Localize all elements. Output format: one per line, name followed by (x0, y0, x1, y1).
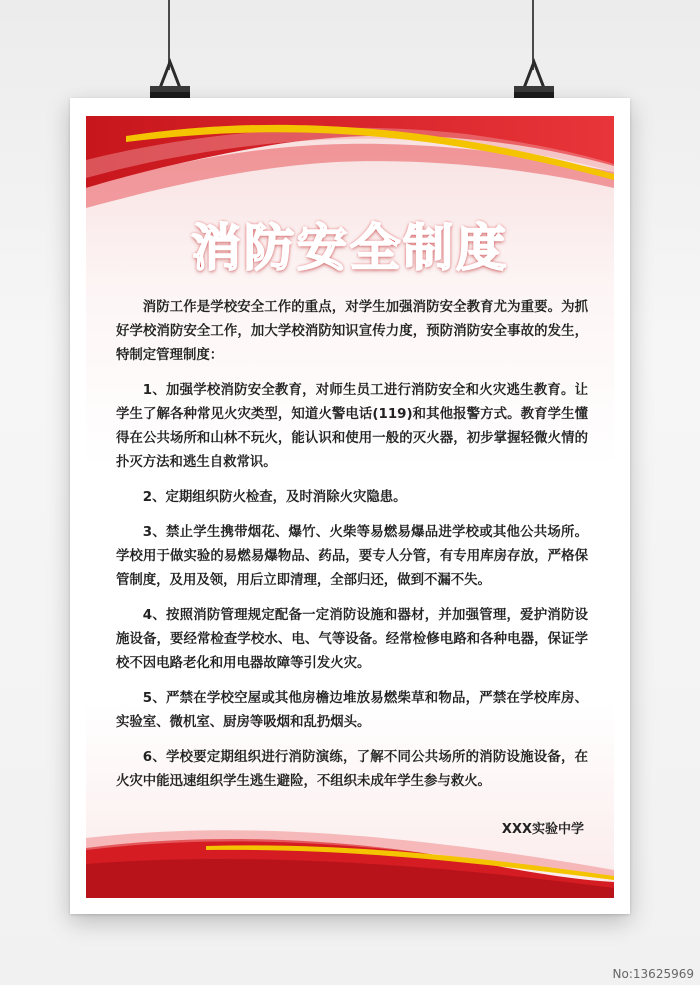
school-signature: XXX实验中学 (501, 822, 584, 837)
regulation-item-6: 6、学校要定期组织进行消防演练，了解不同公共场所的消防设施设备，在火灾中能迅速组织学生逃生避险，不组织未成年学生参与救火。 (116, 750, 588, 789)
regulation-item-4: 4、按照消防管理规定配备一定消防设施和器材，并加强管理，爱护消防设施设备，要经常检查学校水、电、气等设备。经常检修电路和各种电器，保证学校不因电路老化和用电器故障等引发火灾。 (116, 608, 588, 671)
poster-content-area (86, 116, 614, 898)
bottom-wave-decoration (86, 818, 614, 898)
regulation-body (116, 296, 588, 805)
regulation-item-2: 2、定期组织防火检查，及时消除火灾隐患。 (142, 490, 407, 505)
poster-title: 消防安全制度 (191, 219, 509, 277)
regulation-item-1: 1、加强学校消防安全教育，对师生员工进行消防安全和火灾逃生教育。让学生了解各种常见火灾类型，知道火警电话(119)和其他报警方式。教育学生懂得在公共场所和山林不玩火，能认识和使用一般的灭火器，初步掌握轻微火情的扑灭方法和逃生自救常识。 (116, 383, 588, 470)
intro-paragraph: 消防工作是学校安全工作的重点，对学生加强消防安全教育尤为重要。为抓好学校消防安全工作，加大学校消防知识宣传力度，预防消防安全事故的发生，特制定管理制度： (116, 300, 588, 363)
regulation-item-5: 5、严禁在学校空屋或其他房檐边堆放易燃柴草和物品，严禁在学校库房、实验室、微机室、厨房等吸烟和乱扔烟头。 (116, 691, 588, 730)
regulation-item-3: 3、禁止学生携带烟花、爆竹、火柴等易燃易爆品进学校或其他公共场所。学校用于做实验的易燃易爆物品、药品，要专人分管，有专用库房存放，严格保管制度，及用及领，用后立即清理，全部归还，做到不漏不失。 (116, 525, 588, 588)
image-id-label: No:13625969 (612, 967, 694, 981)
fire-safety-poster (70, 98, 630, 914)
